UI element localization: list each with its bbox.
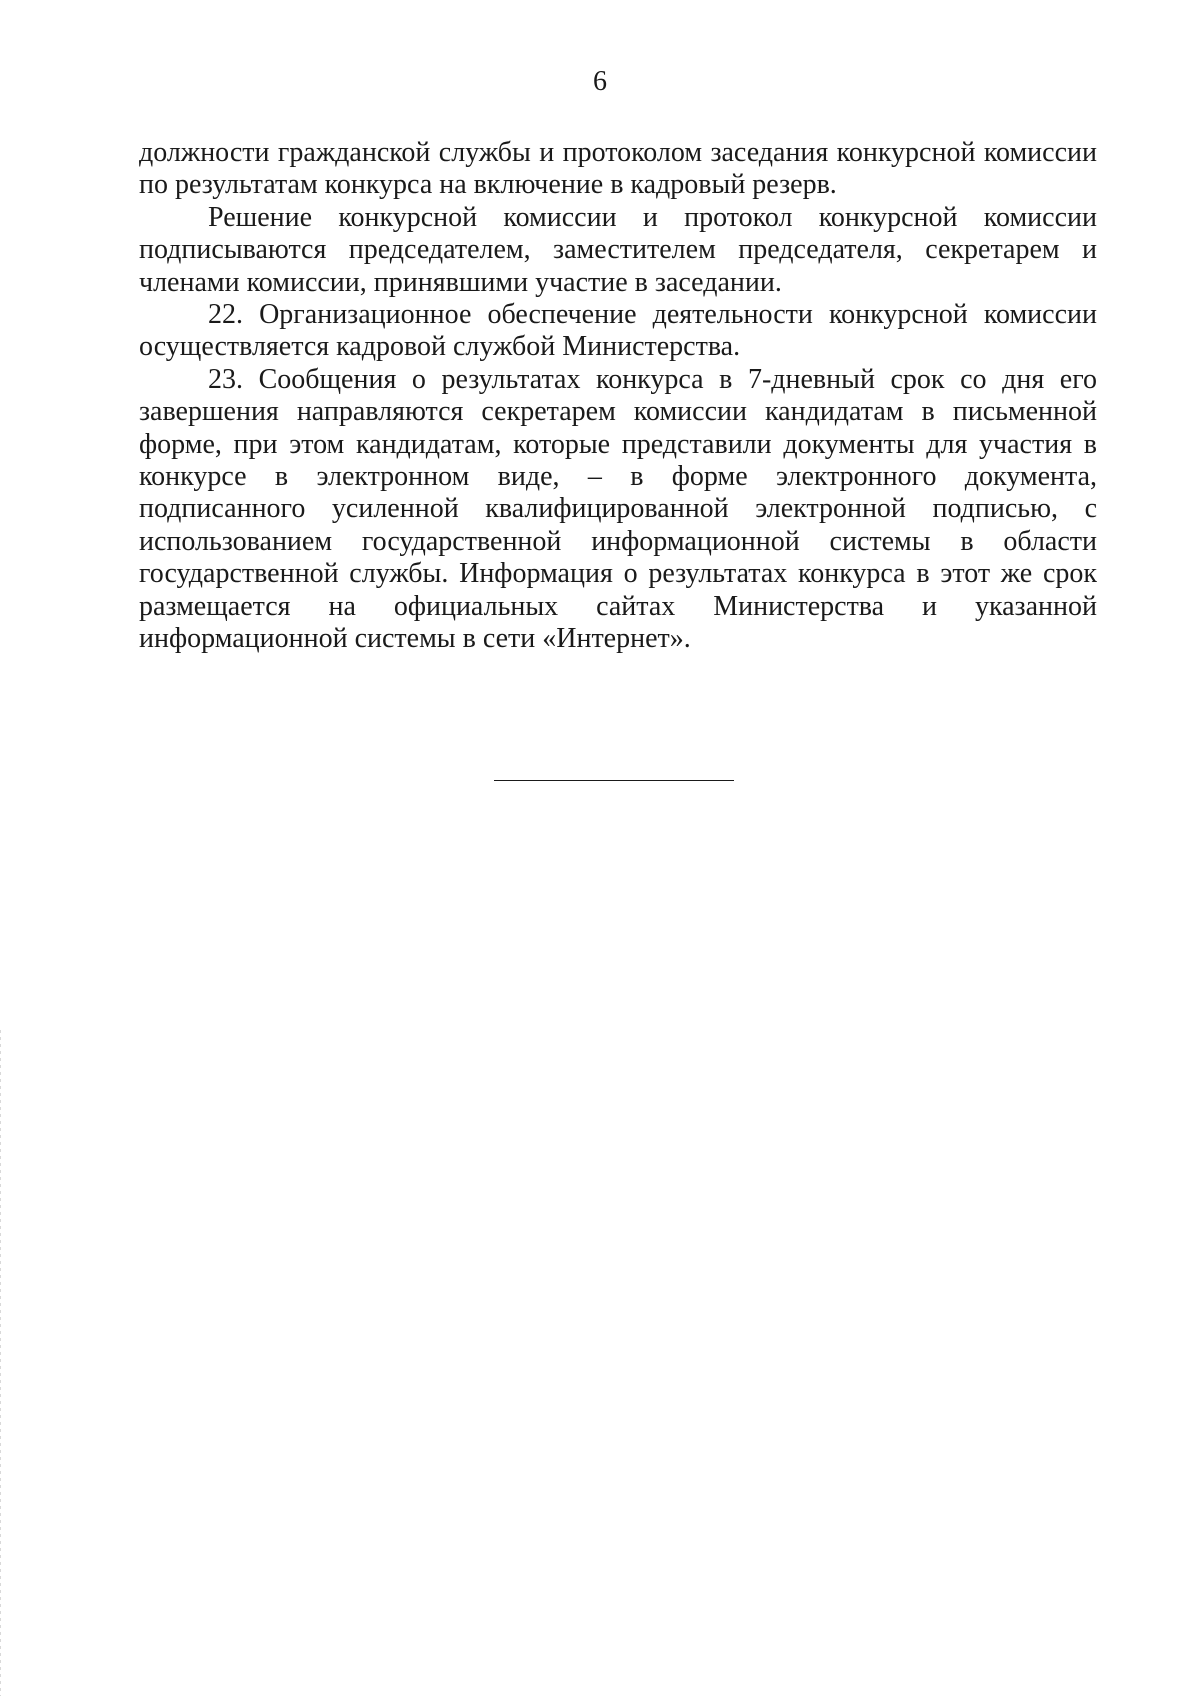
scan-edge-artifact: [0, 1030, 1, 1696]
page-number: 6: [593, 66, 607, 97]
paragraph-23: 23. Сообщения о результатах конкурса в 7-дневный срок со дня его завершения направляются секретарем комиссии кандидатам в письменной форме, при этом кандидатам, которые представили документы для участия в конкурсе в электронном виде, – в форме электронного документа, подписанного усиленной квалифицированной электронной подписью, с использованием государственной информационной системы в области государственной службы. Информация о результатах конкурса в этот же срок размещается на официальных сайтах Министерства и указанной информационной системы в сети «Интернет».: [139, 363, 1097, 655]
document-body: [139, 137, 1097, 656]
paragraph-decision-signing: Решение конкурсной комиссии и протокол конкурсной комиссии подписываются председателем, заместителем председателя, секретарем и членами комиссии, принявшими участие в заседании.: [139, 201, 1097, 298]
paragraph-22: 22. Организационное обеспечение деятельности конкурсной комиссии осуществляется кадровой службой Министерства.: [139, 299, 1097, 363]
end-separator-line: [494, 780, 734, 781]
paragraph-continuation: должности гражданской службы и протоколом заседания конкурсной комиссии по результатам конкурса на включение в кадровый резерв.: [139, 137, 1097, 201]
